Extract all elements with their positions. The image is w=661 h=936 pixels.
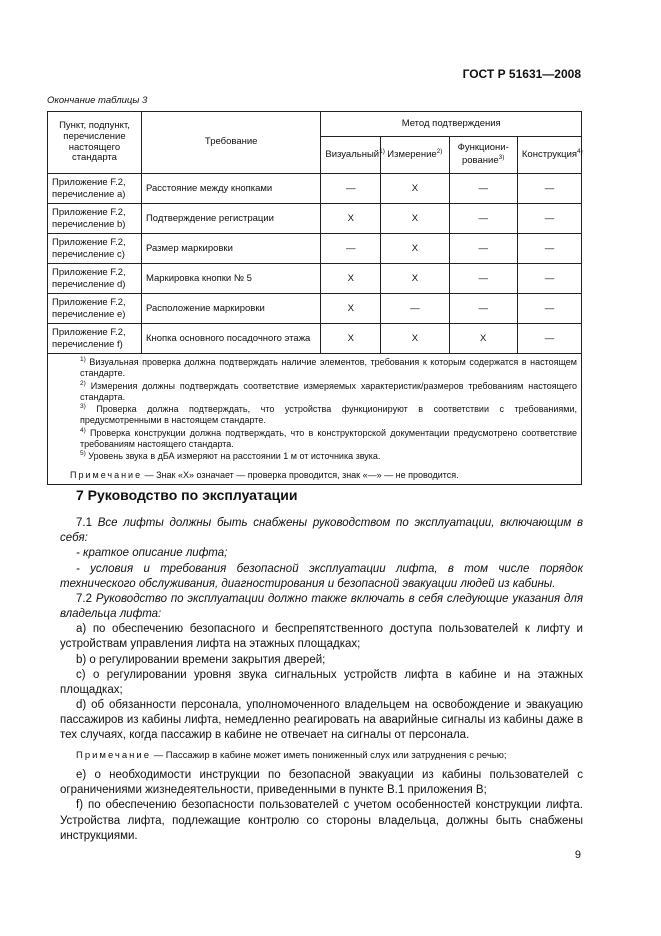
- paragraph-7-1: 7.1 Все лифты должны быть снабжены руководством по эксплуатации, включающим в себя:: [60, 517, 583, 545]
- header-method: Метод подтверждения: [321, 112, 582, 137]
- list-item: - условия и требования безопасной эксплуатации лифта, в том числе порядок технического обслуживания, диагностирования и безопасной эвакуации людей из кабины.: [60, 562, 583, 590]
- row-visual: —: [321, 234, 381, 264]
- table-row: [48, 294, 582, 324]
- list-item: d) об обязанности персонала, уполномоченного владельцем на освобождение и эвакуацию пассажиров из кабины лифта, немедленно реагировать на аварийные сигналы из кабины даже в тех случаях, когда пассажир в кабине не отвечает на сигналы от персонала.: [60, 699, 583, 742]
- row-function: —: [449, 264, 517, 294]
- row-requirement: Кнопка основного посадочного этажа: [141, 324, 320, 354]
- row-measure: —: [381, 294, 449, 324]
- list-item: c) о регулировании уровня звука сигнальных устройств лифта в кабине и на этажных площадках;: [60, 668, 583, 696]
- row-measure: X: [381, 264, 449, 294]
- list-item: - краткое описание лифта;: [76, 547, 228, 560]
- table-row: [48, 204, 582, 234]
- table-note: Примечание — Знак «X» означает — проверка проводится, знак «—» — не проводится.: [70, 470, 459, 481]
- row-design: —: [517, 324, 581, 354]
- table-row: [48, 324, 582, 354]
- row-measure: X: [381, 204, 449, 234]
- row-requirement: Подтверждение регистрации: [141, 204, 320, 234]
- paragraph-7-2: 7.2 Руководство по эксплуатации должно также включать в себя следующие указания для владельца лифта:: [60, 592, 583, 621]
- row-requirement: Расположение маркировки: [141, 294, 320, 324]
- row-function: —: [449, 204, 517, 234]
- row-visual: X: [321, 204, 381, 234]
- footnote: $^{4)}$ Проверка конструкции должна подтверждать, что в конструкторской документации предусмотрено соответствие требованиям настоящего стандарта.: [80, 426, 577, 449]
- row-design: —: [517, 264, 581, 294]
- section-note: Примечание — Пассажир в кабине может иметь пониженный слух или затруднения с речью;: [76, 749, 507, 761]
- header-visual: Визуальный$^{1)}$: [321, 137, 381, 174]
- confirmation-methods-table: [47, 111, 582, 485]
- table-caption: Окончание таблицы 3: [47, 95, 148, 106]
- row-clause: Приложение F.2, перечисление b): [48, 204, 142, 234]
- row-design: —: [517, 204, 581, 234]
- row-visual: X: [321, 294, 381, 324]
- row-clause: Приложение F.2, перечисление f): [48, 324, 142, 354]
- row-function: —: [449, 294, 517, 324]
- list-item: e) о необходимости инструкции по безопасной эвакуации из кабины пользователей с ограничениями жизнедеятельности, приведенными в пункте В.1 приложения В;: [60, 769, 583, 797]
- section-heading: 7 Руководство по эксплуатации: [76, 487, 298, 503]
- row-measure: X: [381, 174, 449, 204]
- table-row: [48, 174, 582, 204]
- row-clause: Приложение F.2, перечисление c): [48, 234, 142, 264]
- footnote: $^{2)}$ Измерения должны подтверждать соответствие измеряемых характеристик/размеров требованиям настоящего стандарта.: [80, 379, 577, 402]
- row-clause: Приложение F.2, перечисление e): [48, 294, 142, 324]
- row-measure: X: [381, 324, 449, 354]
- row-design: —: [517, 234, 581, 264]
- table-footnotes: [48, 354, 582, 485]
- row-requirement: Расстояние между кнопками: [141, 174, 320, 204]
- row-measure: X: [381, 234, 449, 264]
- row-visual: X: [321, 324, 381, 354]
- row-visual: X: [321, 264, 381, 294]
- row-function: X: [449, 324, 517, 354]
- row-design: —: [517, 174, 581, 204]
- table-row: [48, 234, 582, 264]
- header-clause: Пункт, подпункт, перечисление настоящего стандарта: [48, 112, 142, 174]
- section-body: [60, 516, 583, 844]
- standard-designation: ГОСТ Р 51631—2008: [462, 67, 581, 81]
- row-function: —: [449, 234, 517, 264]
- row-clause: Приложение F.2, перечисление a): [48, 174, 142, 204]
- page-number: 9: [574, 849, 581, 861]
- row-requirement: Размер маркировки: [141, 234, 320, 264]
- header-design: Конструкция$^{4)}$: [517, 137, 581, 174]
- header-function: Функциони-рование$^{3)}$: [449, 137, 517, 174]
- row-requirement: Маркировка кнопки № 5: [141, 264, 320, 294]
- footnote: $^{3)}$ Проверка должна подтверждать, что устройства функционируют в соответствии с требованиями, предусмотренными в настоящем стандарте.: [80, 403, 577, 426]
- row-clause: Приложение F.2, перечисление d): [48, 264, 142, 294]
- footnote: $^{1)}$ Визуальная проверка должна подтверждать наличие элементов, требования к которым содержатся в настоящем стандарте.: [80, 356, 577, 379]
- row-design: —: [517, 294, 581, 324]
- row-visual: —: [321, 174, 381, 204]
- table-row: [48, 264, 582, 294]
- header-requirement: Требование: [141, 112, 320, 174]
- list-item: a) по обеспечению безопасного и беспрепятственного доступа пользователей к лифту и устройствам управления лифта на этажных площадках;: [60, 623, 583, 651]
- list-item: f) по обеспечению безопасности пользователей с учетом особенностей конструкции лифта. Устройства лифта, подлежащие контролю со стороны владельца, должны быть снабжены инструкциями.: [60, 799, 583, 842]
- list-item: b) о регулировании времени закрытия дверей;: [76, 653, 326, 666]
- header-measure: Измерение$^{2)}$: [381, 137, 449, 174]
- footnote: $^{5)}$ Уровень звука в дБА измеряют на расстоянии 1 м от источника звука.: [80, 450, 381, 461]
- row-function: —: [449, 174, 517, 204]
